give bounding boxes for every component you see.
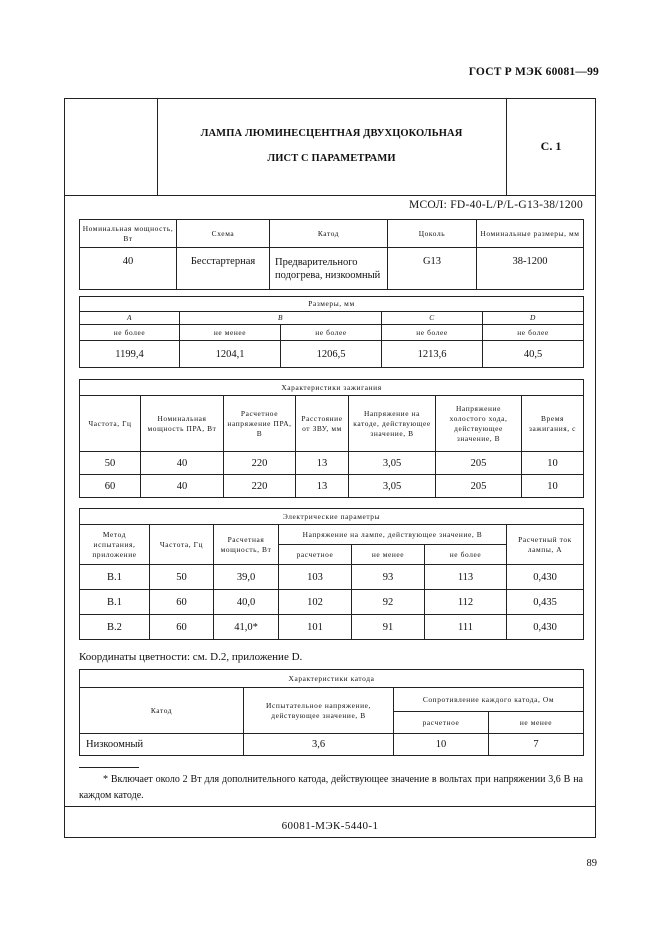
electrical-cell: 60 <box>150 590 214 615</box>
ignition-cell: 10 <box>522 475 584 498</box>
sheet-number-cell <box>506 98 596 196</box>
bottom-divider <box>64 806 596 807</box>
ignition-cell: 50 <box>80 452 141 475</box>
electrical-subheader: не более <box>425 545 507 565</box>
dim-limit: не менее <box>180 325 281 341</box>
header-title-cell <box>157 98 507 196</box>
value-power: 40 <box>80 248 177 290</box>
ignition-header: Расчетное напряжение ПРА, В <box>224 396 296 452</box>
general-table <box>79 219 584 290</box>
ignition-cell: 13 <box>296 475 349 498</box>
ignition-table <box>79 379 584 498</box>
dim-limit: не более <box>483 325 584 341</box>
header-title-line1: ЛАМПА ЛЮМИНЕСЦЕНТНАЯ ДВУХЦОКОЛЬНАЯ <box>200 128 463 139</box>
dim-value: 1204,1 <box>180 341 281 368</box>
electrical-cell: 93 <box>352 565 425 590</box>
ignition-cell: 40 <box>141 452 224 475</box>
ignition-header: Напряжение на катоде, действующее значение, В <box>349 396 436 452</box>
dimensions-title: Размеры, мм <box>80 297 584 312</box>
cathode-cell: Низкоомный <box>80 734 244 756</box>
ignition-cell: 205 <box>436 452 522 475</box>
cathode-subheader: расчетное <box>394 712 489 734</box>
ignition-cell: 205 <box>436 475 522 498</box>
electrical-cell: 40,0 <box>214 590 279 615</box>
value-scheme: Бесстартерная <box>177 248 270 290</box>
ignition-header: Время зажигания, с <box>522 396 584 452</box>
electrical-cell: 101 <box>279 615 352 640</box>
electrical-cell: 103 <box>279 565 352 590</box>
dim-limit: не более <box>382 325 483 341</box>
header-title-line2: ЛИСТ С ПАРАМЕТРАМИ <box>267 153 396 164</box>
ignition-cell: 220 <box>224 452 296 475</box>
sheet-code: 60081-МЭК-5440-1 <box>281 820 379 832</box>
header-cap: Цоколь <box>388 220 477 248</box>
ignition-title: Характеристики зажигания <box>80 380 584 396</box>
dim-value: 1213,6 <box>382 341 483 368</box>
cathode-cell: 10 <box>394 734 489 756</box>
cathode-cell: 7 <box>489 734 584 756</box>
document-code: ГОСТ Р МЭК 60081—99 <box>468 66 599 78</box>
header-scheme: Схема <box>177 220 270 248</box>
cathode-title: Характеристики катода <box>80 670 584 688</box>
electrical-cell: 0,430 <box>507 615 584 640</box>
ignition-cell: 13 <box>296 452 349 475</box>
dim-letter-d: D <box>483 312 584 325</box>
dim-value: 40,5 <box>483 341 584 368</box>
dim-limit: не более <box>281 325 382 341</box>
electrical-header: Расчетный ток лампы, А <box>507 525 584 565</box>
electrical-cell: 111 <box>425 615 507 640</box>
ignition-cell: 40 <box>141 475 224 498</box>
cathode-header: Испытательное напряжение, действующее значение, В <box>244 688 394 734</box>
page-number: 89 <box>586 858 597 869</box>
footnote-separator <box>79 767 139 768</box>
electrical-cell: 0,435 <box>507 590 584 615</box>
header-power: Номинальная мощность, Вт <box>80 220 177 248</box>
value-dimensions: 38-1200 <box>477 248 584 290</box>
mcol-designation: МСОЛ: FD-40-L/P/L-G13-38/1200 <box>408 199 583 211</box>
dim-letter-c: C <box>382 312 483 325</box>
cathode-cell: 3,6 <box>244 734 394 756</box>
electrical-cell: 50 <box>150 565 214 590</box>
electrical-cell: 39,0 <box>214 565 279 590</box>
electrical-cell: 92 <box>352 590 425 615</box>
electrical-cell: 41,0* <box>214 615 279 640</box>
chromaticity-note: Координаты цветности: см. D.2, приложение D. <box>79 651 303 663</box>
electrical-header: Частота, Гц <box>150 525 214 565</box>
electrical-cell: B.1 <box>80 565 150 590</box>
electrical-header: Метод испытания, приложение <box>80 525 150 565</box>
dim-value: 1206,5 <box>281 341 382 368</box>
ignition-cell: 3,05 <box>349 475 436 498</box>
electrical-cell: B.2 <box>80 615 150 640</box>
ignition-cell: 3,05 <box>349 452 436 475</box>
cathode-header: Катод <box>80 688 244 734</box>
electrical-cell: 0,430 <box>507 565 584 590</box>
ignition-header: Напряжение холостого хода, действующее значение, В <box>436 396 522 452</box>
value-cathode: Предварительного подогрева, низкоомный <box>270 248 388 290</box>
electrical-subheader: не менее <box>352 545 425 565</box>
dim-value: 1199,4 <box>80 341 180 368</box>
ignition-cell: 60 <box>80 475 141 498</box>
ignition-header: Расстояние от ЗВУ, мм <box>296 396 349 452</box>
dim-letter-b: B <box>180 312 382 325</box>
electrical-cell: 60 <box>150 615 214 640</box>
electrical-subheader: расчетное <box>279 545 352 565</box>
ignition-header: Номинальная мощность ПРА, Вт <box>141 396 224 452</box>
electrical-cell: 91 <box>352 615 425 640</box>
electrical-cell: 102 <box>279 590 352 615</box>
dim-limit: не более <box>80 325 180 341</box>
ignition-header: Частота, Гц <box>80 396 141 452</box>
sheet-number: С. 1 <box>540 139 562 153</box>
header-cathode: Катод <box>270 220 388 248</box>
ignition-cell: 10 <box>522 452 584 475</box>
electrical-header: Расчетная мощность, Вт <box>214 525 279 565</box>
footnote: * Включает около 2 Вт для дополнительного катода, действующее значение в вольтах при напряжении 3,6 В на каждом катоде. <box>79 774 583 801</box>
header-dimensions: Номинальные размеры, мм <box>477 220 584 248</box>
cathode-subheader: не менее <box>489 712 584 734</box>
cathode-header: Сопротивление каждого катода, Ом <box>394 688 584 712</box>
electrical-table <box>79 508 584 640</box>
electrical-cell: 113 <box>425 565 507 590</box>
cathode-table <box>79 669 584 756</box>
electrical-header: Напряжение на лампе, действующее значение, В <box>279 525 507 545</box>
dimensions-table <box>79 296 584 368</box>
dim-letter-a: A <box>80 312 180 325</box>
header-left-cell <box>64 98 158 196</box>
electrical-cell: 112 <box>425 590 507 615</box>
value-cap: G13 <box>388 248 477 290</box>
electrical-title: Электрические параметры <box>80 509 584 525</box>
electrical-cell: B.1 <box>80 590 150 615</box>
ignition-cell: 220 <box>224 475 296 498</box>
